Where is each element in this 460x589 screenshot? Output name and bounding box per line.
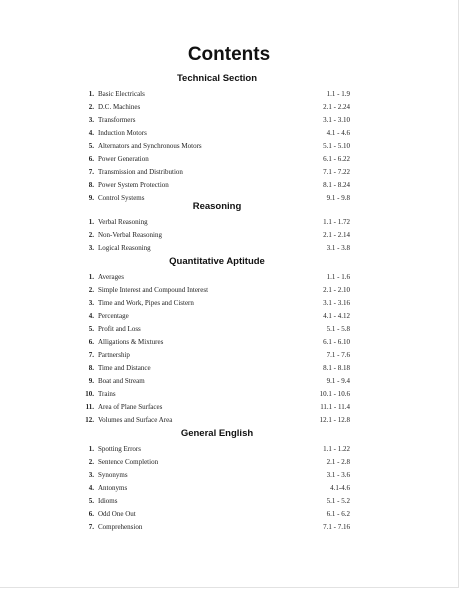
entry-title: Idioms: [98, 497, 118, 505]
entry-title: Sentence Completion: [98, 458, 159, 466]
entry-number: 5.: [88, 325, 94, 333]
entry-title: Volumes and Surface Area: [98, 416, 173, 424]
toc-entry: [84, 323, 350, 336]
entry-number: 11.: [85, 403, 94, 411]
section-technical: [84, 73, 350, 205]
entry-number: 2.: [88, 286, 94, 294]
toc-entry: [84, 521, 350, 534]
entry-title: Basic Electricals: [98, 90, 145, 98]
toc-entry: [84, 101, 350, 114]
entry-page-range: 8.1 - 8.24: [323, 181, 350, 189]
entry-page-range: 8.1 - 8.18: [323, 364, 350, 372]
entry-page-range: 4.1 - 4.12: [323, 312, 350, 320]
entry-number: 4.: [88, 484, 94, 492]
entry-number: 4.: [88, 129, 94, 137]
toc-entry: [84, 414, 350, 427]
entry-number: 2.: [88, 103, 94, 111]
entry-title: Boat and Stream: [98, 377, 145, 385]
toc-entry: [84, 482, 350, 495]
entry-title: Induction Motors: [98, 129, 147, 137]
toc-entry: [84, 495, 350, 508]
entry-number: 1.: [88, 218, 94, 226]
entry-page-range: 7.1 - 7.6: [326, 351, 350, 359]
entry-title: Profit and Loss: [98, 325, 141, 333]
entry-page-range: 1.1 - 1.22: [323, 445, 350, 453]
entry-title: Power Generation: [98, 155, 149, 163]
toc-entry: [84, 153, 350, 166]
entry-number: 5.: [88, 497, 94, 505]
entry-title: Logical Reasoning: [98, 244, 151, 252]
toc-entry: [84, 456, 350, 469]
entry-page-range: 7.1 - 7.16: [323, 523, 350, 531]
toc-entry: [84, 388, 350, 401]
entry-number: 3.: [88, 299, 94, 307]
entry-title: Averages: [98, 273, 124, 281]
section-title: Quantitative Aptitude: [169, 256, 265, 267]
entry-number: 2.: [88, 231, 94, 239]
entry-number: 1.: [88, 273, 94, 281]
entry-title: Control Systems: [98, 194, 145, 202]
entry-title: Partnership: [98, 351, 130, 359]
entry-number: 3.: [88, 471, 94, 479]
entry-page-range: 3.1 - 3.8: [326, 244, 350, 252]
entry-number: 6.: [88, 338, 94, 346]
entry-number: 8.: [88, 181, 94, 189]
entry-page-range: 2.1 - 2.24: [323, 103, 350, 111]
toc-entry: [84, 88, 350, 101]
toc-list: [84, 216, 350, 255]
entry-title: D.C. Machines: [98, 103, 141, 111]
toc-list: [84, 443, 350, 534]
entry-title: Trains: [98, 390, 116, 398]
entry-page-range: 3.1 - 3.6: [326, 471, 350, 479]
entry-title: Spotting Errors: [98, 445, 141, 453]
section-quantitative-aptitude: [84, 256, 350, 427]
page-title: Contents: [187, 44, 271, 65]
section-general-english: [84, 428, 350, 534]
toc-entry: [84, 349, 350, 362]
entry-number: 12.: [85, 416, 94, 424]
toc-entry: [84, 284, 350, 297]
section-title: General English: [180, 428, 254, 439]
toc-entry: [84, 179, 350, 192]
section-reasoning: [84, 201, 350, 255]
entry-page-range: 6.1 - 6.2: [326, 510, 350, 518]
toc-entry: [84, 401, 350, 414]
entry-title: Verbal Reasoning: [98, 218, 148, 226]
entry-number: 9.: [88, 377, 94, 385]
entry-page-range: 4.1 - 4.6: [326, 129, 350, 137]
entry-number: 1.: [88, 445, 94, 453]
toc-entry: [84, 443, 350, 456]
toc-entry: [84, 166, 350, 179]
entry-number: 10.: [85, 390, 94, 398]
entry-title: Transformers: [98, 116, 136, 124]
entry-page-range: 5.1 - 5.2: [326, 497, 350, 505]
toc-entry: [84, 310, 350, 323]
toc-list: [84, 88, 350, 205]
entry-title: Transmission and Distribution: [98, 168, 183, 176]
entry-title: Synonyms: [98, 471, 128, 479]
entry-number: 7.: [88, 351, 94, 359]
section-title: Technical Section: [176, 73, 258, 84]
toc-entry: [84, 469, 350, 482]
entry-title: Simple Interest and Compound Interest: [98, 286, 209, 294]
toc-entry: [84, 508, 350, 521]
toc-entry: [84, 216, 350, 229]
entry-page-range: 2.1 - 2.14: [323, 231, 350, 239]
entry-page-range: 2.1 - 2.8: [326, 458, 350, 466]
toc-entry: [84, 375, 350, 388]
entry-title: Percentage: [98, 312, 129, 320]
entry-page-range: 7.1 - 7.22: [323, 168, 350, 176]
entry-page-range: 12.1 - 12.8: [319, 416, 350, 424]
entry-page-range: 10.1 - 10.6: [319, 390, 350, 398]
entry-title: Non-Verbal Reasoning: [98, 231, 162, 239]
entry-page-range: 5.1 - 5.10: [323, 142, 350, 150]
entry-number: 2.: [88, 458, 94, 466]
entry-number: 6.: [88, 155, 94, 163]
entry-page-range: 1.1 - 1.72: [323, 218, 350, 226]
toc-list: [84, 271, 350, 427]
entry-number: 5.: [88, 142, 94, 150]
entry-page-range: 4.1-4.6: [330, 484, 350, 492]
entry-number: 7.: [88, 168, 94, 176]
entry-title: Antonyms: [98, 484, 128, 492]
entry-number: 1.: [88, 90, 94, 98]
toc-entry: [84, 127, 350, 140]
entry-title: Time and Distance: [98, 364, 151, 372]
entry-page-range: 3.1 - 3.10: [323, 116, 350, 124]
entry-number: 7.: [88, 523, 94, 531]
entry-number: 3.: [88, 244, 94, 252]
entry-title: Area of Plane Surfaces: [98, 403, 163, 411]
toc-entry: [84, 114, 350, 127]
toc-entry: [84, 362, 350, 375]
toc-entry: [84, 297, 350, 310]
entry-page-range: 1.1 - 1.6: [326, 273, 350, 281]
entry-page-range: 9.1 - 9.8: [326, 194, 350, 202]
entry-page-range: 5.1 - 5.8: [326, 325, 350, 333]
entry-number: 6.: [88, 510, 94, 518]
entry-number: 4.: [88, 312, 94, 320]
entry-page-range: 9.1 - 9.4: [326, 377, 350, 385]
entry-number: 9.: [88, 194, 94, 202]
entry-title: Comprehension: [98, 523, 143, 531]
toc-entry: [84, 229, 350, 242]
entry-title: Odd One Out: [98, 510, 136, 518]
entry-page-range: 3.1 - 3.16: [323, 299, 350, 307]
entry-page-range: 6.1 - 6.10: [323, 338, 350, 346]
toc-entry: [84, 271, 350, 284]
entry-number: 8.: [88, 364, 94, 372]
entry-title: Time and Work, Pipes and Cistern: [98, 299, 194, 307]
entry-number: 3.: [88, 116, 94, 124]
entry-page-range: 6.1 - 6.22: [323, 155, 350, 163]
entry-page-range: 2.1 - 2.10: [323, 286, 350, 294]
entry-title: Power System Protection: [98, 181, 169, 189]
section-title: Reasoning: [192, 201, 242, 212]
entry-title: Alligations & Mixtures: [98, 338, 164, 346]
toc-entry: [84, 140, 350, 153]
toc-entry: [84, 336, 350, 349]
toc-entry: [84, 242, 350, 255]
entry-title: Alternators and Synchronous Motors: [98, 142, 202, 150]
entry-page-range: 11.1 - 11.4: [320, 403, 350, 411]
entry-page-range: 1.1 - 1.9: [326, 90, 350, 98]
